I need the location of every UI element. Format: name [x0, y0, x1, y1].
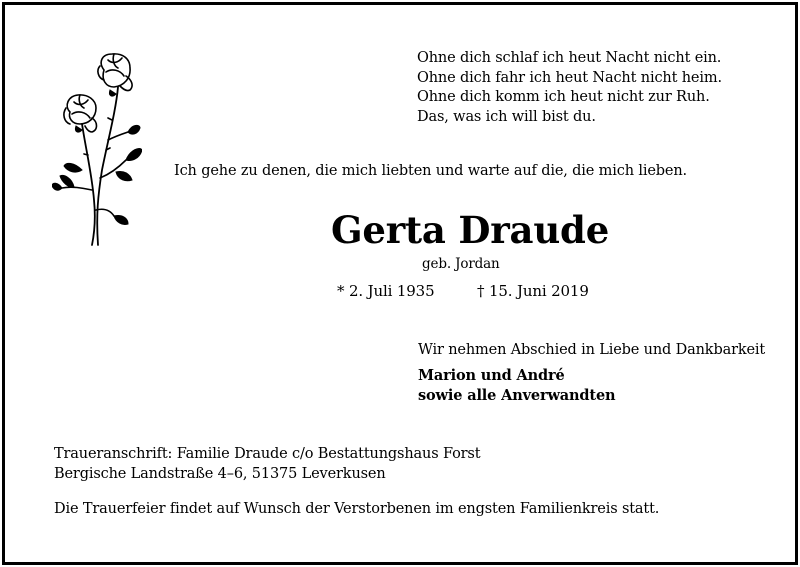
birth-date: * 2. Juli 1935 — [337, 282, 435, 300]
poem-line: Ohne dich fahr ich heut Nacht nicht heim. — [417, 69, 722, 86]
death-date: † 15. Juni 2019 — [477, 282, 589, 300]
mourner-line: sowie alle Anverwandten — [418, 386, 616, 404]
motto: Ich gehe zu denen, die mich liebten und warte auf die, die mich lieben. — [174, 163, 688, 179]
birth-name: geb. Jordan — [422, 256, 500, 272]
mourning-address — [54, 445, 480, 484]
poem-line: Ohne dich komm ich heut nicht zur Ruh. — [417, 89, 710, 106]
address-line: Traueranschrift: Familie Draude c/o Bestattungshaus Forst — [54, 446, 481, 462]
mourners — [418, 366, 615, 405]
funeral-notice: Die Trauerfeier findet auf Wunsch der Verstorbenen im engsten Familienkreis statt. — [54, 501, 660, 517]
address-line: Bergische Landstraße 4–6, 51375 Leverkusen — [54, 465, 386, 482]
rose-icon — [52, 50, 142, 250]
poem-line: Ohne dich schlaf ich heut Nacht nicht ein. — [417, 50, 722, 66]
mourner-line: Marion und André — [418, 367, 565, 384]
farewell-text: Wir nehmen Abschied in Liebe und Dankbarkeit — [418, 342, 766, 358]
poem-line: Das, was ich will bist du. — [417, 108, 596, 125]
poem — [417, 49, 722, 127]
deceased-name: Gerta Draude — [331, 208, 610, 252]
